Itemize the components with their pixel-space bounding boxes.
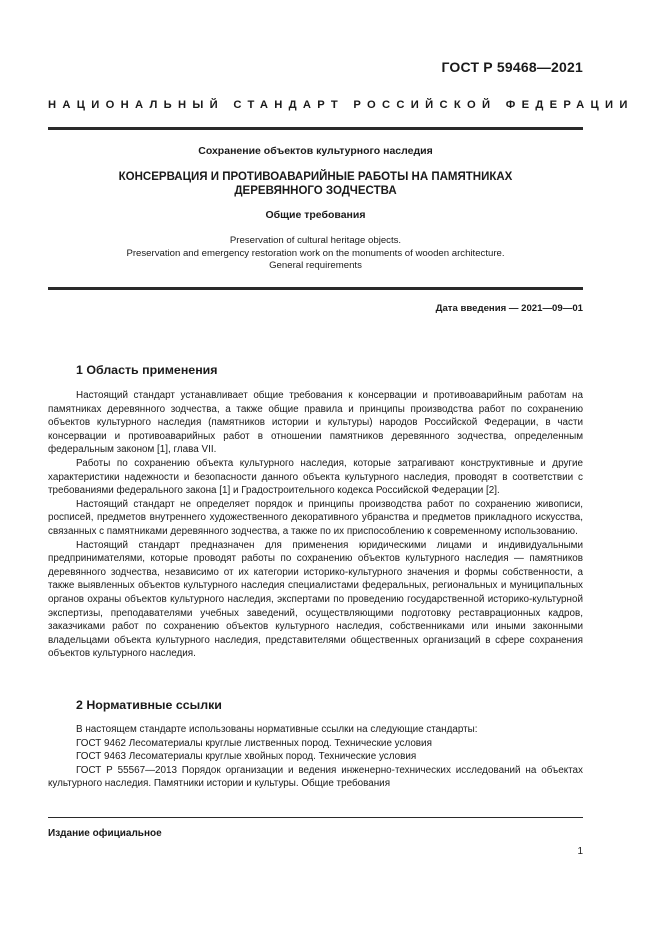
document-title bbox=[48, 170, 583, 198]
section-1-paragraph: Настоящий стандарт предназначен для применения юридическими лицами и индивидуальными предпринимателями, которые проводят работы по сохранению объектов культурного наследия — памятников деревянного зодчества, независимо от их категории историко-культурного значения и формы собственности, а также выявленных объектов культурного наследия специалистами федеральных, региональных и муниципальных органов охраны объектов культурного наследия, экспертами по проведению государственной историко-культурной экспертизы, преподавателями учебных заведений, осуществляющими подготовку реставрационных кадров, заказчиками работ по сохранению объектов культурного наследия, собственниками или иными законными владельцами объекта культурного наследия, представителями общественных организаций в сфере сохранения объектов культурного наследия. bbox=[48, 539, 583, 660]
document-subtitle: Общие требования bbox=[265, 209, 366, 221]
section-1-paragraph: Настоящий стандарт устанавливает общие требования к консервации и противоаварийным работам на памятниках деревянного зодчества, а также общие правила и принципы производства работ по сохранению объектов культурного наследия (памятников истории и культуры) народов Российской Федерации, в части консервации и противоаварийных работ в отношении памятников деревянного зодчества, определенным федеральным законом [1], глава VII. bbox=[48, 390, 583, 456]
section-1-paragraph: Работы по сохранению объекта культурного наследия, которые затрагивают конструктивные и другие характеристики надежности и безопасности данного объекта культурного наследия, проводят в соответствии с требованиями федерального закона [1] и Градостроительного кодекса Российской Федерации [2]. bbox=[48, 457, 583, 497]
footer-divider bbox=[48, 817, 583, 818]
normative-reference-item: ГОСТ 9463 Лесоматериалы круглые хвойных пород. Технические условия bbox=[76, 751, 417, 763]
title-bottom-divider bbox=[48, 287, 583, 290]
standard-series: Сохранение объектов культурного наследия bbox=[198, 145, 433, 157]
english-title-line-1: Preservation of cultural heritage objects. bbox=[229, 235, 402, 246]
normative-references-intro: В настоящем стандарте использованы нормативные ссылки на следующие стандарты: bbox=[76, 724, 478, 735]
section-2-body bbox=[48, 723, 583, 791]
section-1-paragraph: Настоящий стандарт не определяет порядок и принципы производства работ по сохранению живописи, росписей, предметов внутреннего художественного декоративного убранства и предметов прикладного искусства, связанных с памятниками деревянного зодчества, а также по их приспособлению к современному использованию. bbox=[48, 498, 583, 537]
normative-reference-item: ГОСТ Р 55567—2013 Порядок организации и ведения инженерно-технических исследований на объектах культурного наследия. Памятники истории и культуры. Общие требования bbox=[48, 764, 583, 790]
english-title-line-2: Preservation and emergency restoration work on the monuments of wooden architecture. bbox=[126, 247, 505, 259]
section-2-heading: 2 Нормативные ссылки bbox=[76, 698, 222, 712]
title-line-2: ДЕРЕВЯННОГО ЗОДЧЕСТВА bbox=[234, 185, 397, 197]
page-number: 1 bbox=[577, 846, 583, 857]
english-title bbox=[48, 235, 583, 273]
national-standard-banner: НАЦИОНАЛЬНЫЙ СТАНДАРТ РОССИЙСКОЙ ФЕДЕРАЦИИ bbox=[48, 99, 634, 111]
official-edition-label: Издание официальное bbox=[48, 828, 162, 839]
document-page bbox=[48, 0, 634, 935]
section-1-heading: 1 Область применения bbox=[76, 363, 218, 377]
normative-reference-item: ГОСТ 9462 Лесоматериалы круглые лиственных пород. Технические условия bbox=[76, 737, 432, 749]
introduction-date: Дата введения — 2021—09—01 bbox=[435, 303, 583, 314]
section-1-body bbox=[48, 389, 583, 661]
top-divider bbox=[48, 127, 583, 130]
english-title-line-3: General requirements bbox=[269, 260, 362, 271]
document-code: ГОСТ Р 59468—2021 bbox=[441, 59, 583, 75]
title-line-1: КОНСЕРВАЦИЯ И ПРОТИВОАВАРИЙНЫЕ РАБОТЫ НА ПАМЯТНИКАХ bbox=[118, 171, 513, 183]
